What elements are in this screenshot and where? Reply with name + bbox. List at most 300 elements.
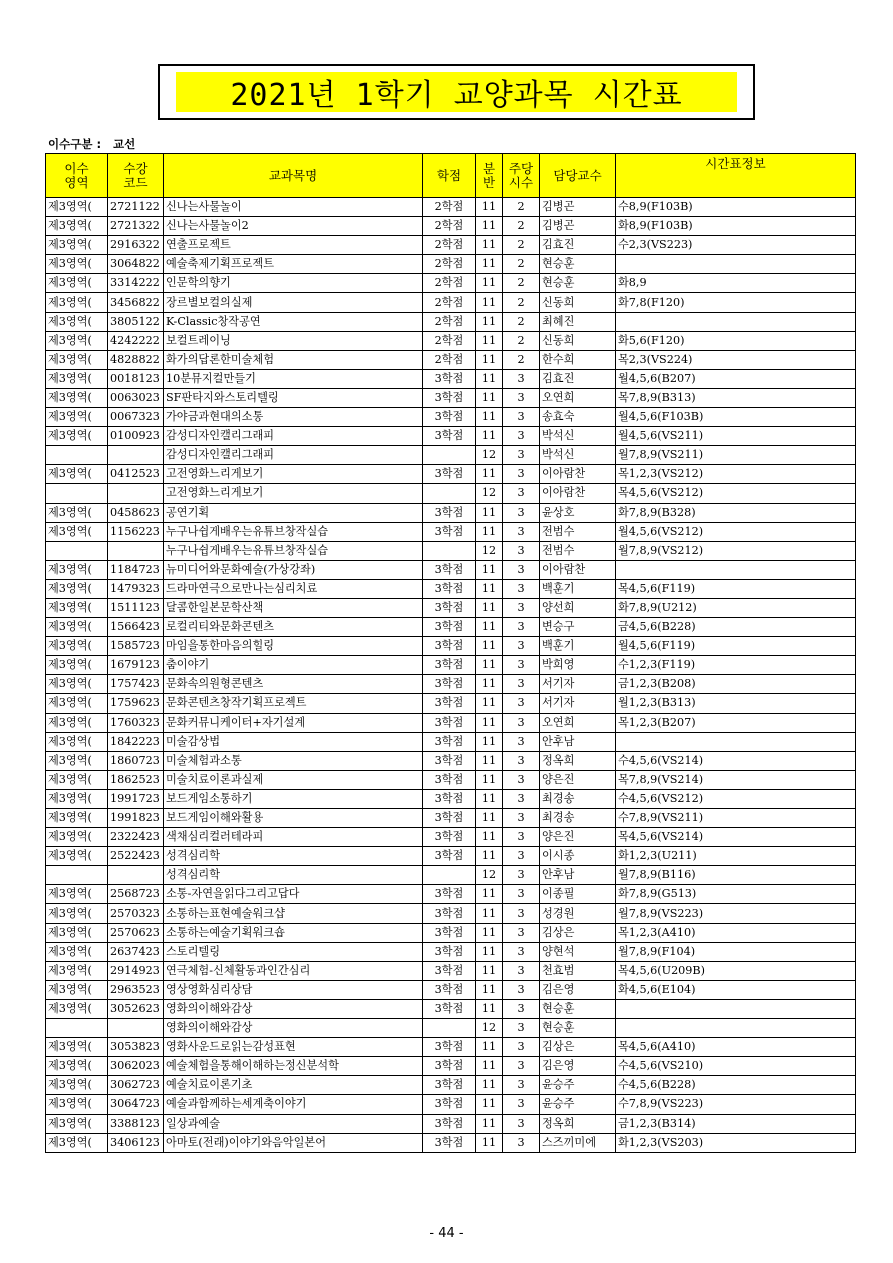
weekly-hours-cell: 3 — [503, 904, 540, 923]
credit-cell: 3학점 — [423, 751, 476, 770]
area-cell: 제3영역( — [46, 999, 108, 1018]
professor-cell: 김상은 — [540, 923, 616, 942]
course-name-cell: 인문학의향기 — [164, 274, 423, 293]
weekly-hours-cell: 3 — [503, 751, 540, 770]
code-cell: 1862523 — [108, 770, 164, 789]
professor-cell: 이아람찬 — [540, 484, 616, 503]
table-row — [46, 847, 856, 866]
table-row — [46, 369, 856, 388]
professor-cell: 최경송 — [540, 789, 616, 808]
code-cell: 1760323 — [108, 713, 164, 732]
weekly-hours-cell: 3 — [503, 1114, 540, 1133]
code-cell — [108, 446, 164, 465]
code-cell: 2963523 — [108, 980, 164, 999]
schedule-cell: 수4,5,6(VS212) — [616, 789, 856, 808]
course-name-cell: 소통하는표현예술워크샵 — [164, 904, 423, 923]
table-row — [46, 885, 856, 904]
schedule-cell — [616, 560, 856, 579]
section-cell: 12 — [476, 484, 503, 503]
professor-cell: 오연희 — [540, 388, 616, 407]
weekly-hours-cell: 3 — [503, 1095, 540, 1114]
section-cell: 11 — [476, 198, 503, 217]
section-cell: 11 — [476, 465, 503, 484]
code-cell: 3388123 — [108, 1114, 164, 1133]
professor-cell: 성경원 — [540, 904, 616, 923]
schedule-cell: 목1,2,3(VS212) — [616, 465, 856, 484]
weekly-hours-cell: 3 — [503, 980, 540, 999]
area-cell: 제3영역( — [46, 331, 108, 350]
course-name-cell: 감성디자인캘리그래피 — [164, 427, 423, 446]
section-cell: 11 — [476, 522, 503, 541]
schedule-cell: 수8,9(F103B) — [616, 198, 856, 217]
section-cell: 11 — [476, 828, 503, 847]
schedule-cell: 목4,5,6(VS214) — [616, 828, 856, 847]
area-cell: 제3영역( — [46, 980, 108, 999]
weekly-hours-cell: 3 — [503, 388, 540, 407]
course-name-cell: 미술체험과소통 — [164, 751, 423, 770]
course-name-cell: 색채심리컬러테라피 — [164, 828, 423, 847]
credit-cell: 2학점 — [423, 312, 476, 331]
table-row — [46, 408, 856, 427]
table-row — [46, 255, 856, 274]
professor-cell: 김병곤 — [540, 198, 616, 217]
area-cell: 제3영역( — [46, 1076, 108, 1095]
professor-cell: 김효진 — [540, 236, 616, 255]
professor-cell: 서기자 — [540, 675, 616, 694]
section-cell: 11 — [476, 217, 503, 236]
area-cell: 제3영역( — [46, 465, 108, 484]
code-cell: 2721322 — [108, 217, 164, 236]
credit-cell — [423, 541, 476, 560]
schedule-cell: 수2,3(VS223) — [616, 236, 856, 255]
credit-cell: 3학점 — [423, 637, 476, 656]
table-row — [46, 484, 856, 503]
course-name-cell: 문화콘텐츠창작기획프로젝트 — [164, 694, 423, 713]
table-row — [46, 1133, 856, 1152]
header-code: 수강 코드 — [108, 154, 164, 198]
area-cell: 제3영역( — [46, 828, 108, 847]
code-cell: 1479323 — [108, 579, 164, 598]
weekly-hours-cell: 3 — [503, 598, 540, 617]
schedule-cell: 목4,5,6(F119) — [616, 579, 856, 598]
area-cell: 제3영역( — [46, 618, 108, 637]
code-cell: 1585723 — [108, 637, 164, 656]
code-cell: 1156223 — [108, 522, 164, 541]
table-row — [46, 618, 856, 637]
professor-cell: 박석신 — [540, 446, 616, 465]
credit-cell: 2학점 — [423, 293, 476, 312]
professor-cell: 전범수 — [540, 541, 616, 560]
course-name-cell: 신나는사물놀이2 — [164, 217, 423, 236]
area-cell: 제3영역( — [46, 522, 108, 541]
schedule-cell: 수4,5,6(B228) — [616, 1076, 856, 1095]
professor-cell: 양은진 — [540, 770, 616, 789]
section-cell: 11 — [476, 1038, 503, 1057]
schedule-cell: 화1,2,3(U211) — [616, 847, 856, 866]
area-cell: 제3영역( — [46, 312, 108, 331]
weekly-hours-cell: 3 — [503, 446, 540, 465]
code-cell: 3062723 — [108, 1076, 164, 1095]
professor-cell: 현승훈 — [540, 255, 616, 274]
table-row — [46, 656, 856, 675]
course-name-cell: 가야금과현대의소통 — [164, 408, 423, 427]
section-cell: 11 — [476, 999, 503, 1018]
schedule-cell: 목7,8,9(VS214) — [616, 770, 856, 789]
section-cell: 11 — [476, 293, 503, 312]
professor-cell: 백훈기 — [540, 637, 616, 656]
schedule-cell: 화4,5,6(E104) — [616, 980, 856, 999]
course-name-cell: 보드게임이해와활용 — [164, 809, 423, 828]
course-name-cell: 화가의답론한미술체험 — [164, 350, 423, 369]
weekly-hours-cell: 3 — [503, 866, 540, 885]
course-name-cell: 예술치료이론기초 — [164, 1076, 423, 1095]
table-row — [46, 809, 856, 828]
header-credit: 학점 — [423, 154, 476, 198]
professor-cell: 김상은 — [540, 1038, 616, 1057]
table-row — [46, 999, 856, 1018]
table-row — [46, 694, 856, 713]
table-row — [46, 1095, 856, 1114]
area-cell: 제3영역( — [46, 751, 108, 770]
code-cell: 3062023 — [108, 1057, 164, 1076]
section-cell: 11 — [476, 618, 503, 637]
schedule-cell: 화7,8(F120) — [616, 293, 856, 312]
code-cell: 1991823 — [108, 809, 164, 828]
section-cell: 11 — [476, 904, 503, 923]
credit-cell: 2학점 — [423, 274, 476, 293]
section-cell: 11 — [476, 675, 503, 694]
table-row — [46, 923, 856, 942]
weekly-hours-cell: 3 — [503, 828, 540, 847]
table-header-row — [46, 154, 856, 198]
professor-cell: 한수희 — [540, 350, 616, 369]
course-name-cell: 영화사운드로읽는감성표현 — [164, 1038, 423, 1057]
schedule-cell: 월4,5,6(VS212) — [616, 522, 856, 541]
professor-cell: 최경송 — [540, 809, 616, 828]
area-cell: 제3영역( — [46, 1133, 108, 1152]
professor-cell: 신동희 — [540, 293, 616, 312]
section-cell: 11 — [476, 579, 503, 598]
code-cell: 2721122 — [108, 198, 164, 217]
code-cell: 1842223 — [108, 732, 164, 751]
code-cell: 2637423 — [108, 942, 164, 961]
code-cell: 3456822 — [108, 293, 164, 312]
course-name-cell: 아마토(전래)이야기와음악일본어 — [164, 1133, 423, 1152]
header-section: 분 반 — [476, 154, 503, 198]
weekly-hours-cell: 3 — [503, 427, 540, 446]
table-row — [46, 293, 856, 312]
schedule-cell: 화5,6(F120) — [616, 331, 856, 350]
course-name-cell: 보드게임소통하기 — [164, 789, 423, 808]
code-cell: 3064822 — [108, 255, 164, 274]
weekly-hours-cell: 3 — [503, 465, 540, 484]
table-row — [46, 1038, 856, 1057]
area-cell: 제3영역( — [46, 809, 108, 828]
table-row — [46, 560, 856, 579]
weekly-hours-cell: 2 — [503, 198, 540, 217]
credit-cell: 3학점 — [423, 961, 476, 980]
professor-cell: 서기자 — [540, 694, 616, 713]
section-cell: 11 — [476, 885, 503, 904]
weekly-hours-cell: 3 — [503, 732, 540, 751]
weekly-hours-cell: 3 — [503, 579, 540, 598]
professor-cell: 윤상호 — [540, 503, 616, 522]
professor-cell: 양현석 — [540, 942, 616, 961]
course-name-cell: 달콤한일본문학산책 — [164, 598, 423, 617]
weekly-hours-cell: 3 — [503, 637, 540, 656]
section-cell: 11 — [476, 236, 503, 255]
section-cell: 11 — [476, 770, 503, 789]
credit-cell: 3학점 — [423, 1076, 476, 1095]
credit-cell: 3학점 — [423, 1057, 476, 1076]
area-cell: 제3영역( — [46, 732, 108, 751]
table-row — [46, 350, 856, 369]
code-cell: 1566423 — [108, 618, 164, 637]
section-cell: 11 — [476, 942, 503, 961]
code-cell: 0063023 — [108, 388, 164, 407]
weekly-hours-cell: 3 — [503, 1019, 540, 1038]
professor-cell: 이아람찬 — [540, 560, 616, 579]
course-name-cell: K-Classic창작공연 — [164, 312, 423, 331]
section-cell: 12 — [476, 1019, 503, 1038]
code-cell: 3314222 — [108, 274, 164, 293]
area-cell — [46, 1019, 108, 1038]
section-cell: 11 — [476, 751, 503, 770]
schedule-cell: 금4,5,6(B228) — [616, 618, 856, 637]
table-row — [46, 541, 856, 560]
area-cell — [46, 541, 108, 560]
schedule-cell: 화8,9(F103B) — [616, 217, 856, 236]
weekly-hours-cell: 2 — [503, 274, 540, 293]
course-name-cell: 고전영화느리게보기 — [164, 465, 423, 484]
table-row — [46, 1057, 856, 1076]
professor-cell: 이종필 — [540, 885, 616, 904]
course-name-cell: 성격심리학 — [164, 866, 423, 885]
schedule-cell: 수7,8,9(VS223) — [616, 1095, 856, 1114]
section-cell: 11 — [476, 789, 503, 808]
schedule-cell: 금1,2,3(B314) — [616, 1114, 856, 1133]
credit-cell: 3학점 — [423, 675, 476, 694]
area-cell: 제3영역( — [46, 198, 108, 217]
code-cell: 1991723 — [108, 789, 164, 808]
section-cell: 11 — [476, 1133, 503, 1152]
table-row — [46, 274, 856, 293]
code-cell: 4242222 — [108, 331, 164, 350]
weekly-hours-cell: 3 — [503, 522, 540, 541]
professor-cell: 송효숙 — [540, 408, 616, 427]
credit-cell: 3학점 — [423, 522, 476, 541]
table-row — [46, 446, 856, 465]
course-name-cell: 공연기획 — [164, 503, 423, 522]
header-schedule: 시간표정보 — [616, 154, 856, 198]
professor-cell: 안후남 — [540, 732, 616, 751]
table-row — [46, 751, 856, 770]
code-cell: 0100923 — [108, 427, 164, 446]
course-name-cell: 일상과예술 — [164, 1114, 423, 1133]
table-row — [46, 388, 856, 407]
section-cell: 11 — [476, 637, 503, 656]
section-cell: 11 — [476, 427, 503, 446]
credit-cell: 3학점 — [423, 809, 476, 828]
code-cell: 1679123 — [108, 656, 164, 675]
professor-cell: 현승훈 — [540, 999, 616, 1018]
credit-cell — [423, 866, 476, 885]
professor-cell: 김은영 — [540, 1057, 616, 1076]
title-box — [158, 64, 755, 120]
weekly-hours-cell: 3 — [503, 961, 540, 980]
section-cell: 11 — [476, 350, 503, 369]
credit-cell: 3학점 — [423, 694, 476, 713]
table-row — [46, 904, 856, 923]
course-name-cell: 장르별보컬의실제 — [164, 293, 423, 312]
schedule-cell: 목4,5,6(U209B) — [616, 961, 856, 980]
professor-cell: 신동희 — [540, 331, 616, 350]
professor-cell: 전범수 — [540, 522, 616, 541]
credit-cell: 3학점 — [423, 885, 476, 904]
professor-cell: 이시종 — [540, 847, 616, 866]
area-cell: 제3영역( — [46, 904, 108, 923]
weekly-hours-cell: 3 — [503, 999, 540, 1018]
section-cell: 12 — [476, 446, 503, 465]
schedule-cell — [616, 732, 856, 751]
table-body — [46, 198, 856, 1153]
weekly-hours-cell: 3 — [503, 885, 540, 904]
course-name-cell: 연출프로젝트 — [164, 236, 423, 255]
weekly-hours-cell: 2 — [503, 350, 540, 369]
course-name-cell: 예술체험을통해이해하는정신분석학 — [164, 1057, 423, 1076]
professor-cell: 오연희 — [540, 713, 616, 732]
course-name-cell: 춤이야기 — [164, 656, 423, 675]
course-name-cell: 로컬리티와문화콘텐츠 — [164, 618, 423, 637]
code-cell: 2916322 — [108, 236, 164, 255]
weekly-hours-cell: 3 — [503, 694, 540, 713]
code-cell: 2568723 — [108, 885, 164, 904]
code-cell: 2322423 — [108, 828, 164, 847]
area-cell: 제3영역( — [46, 942, 108, 961]
credit-cell: 3학점 — [423, 1095, 476, 1114]
credit-cell: 2학점 — [423, 331, 476, 350]
section-cell: 11 — [476, 1095, 503, 1114]
area-cell — [46, 446, 108, 465]
page-title: 2021년 1학기 교양과목 시간표 — [176, 72, 737, 112]
code-cell: 2570623 — [108, 923, 164, 942]
section-cell: 11 — [476, 369, 503, 388]
credit-cell: 3학점 — [423, 942, 476, 961]
course-name-cell: 영화의이해와감상 — [164, 999, 423, 1018]
schedule-cell: 목1,2,3(A410) — [616, 923, 856, 942]
professor-cell: 최혜진 — [540, 312, 616, 331]
weekly-hours-cell: 3 — [503, 847, 540, 866]
professor-cell: 천효범 — [540, 961, 616, 980]
schedule-cell: 수7,8,9(VS211) — [616, 809, 856, 828]
course-name-cell: 뉴미디어와문화예술(가상강좌) — [164, 560, 423, 579]
course-name-cell: 스토리텔링 — [164, 942, 423, 961]
weekly-hours-cell: 3 — [503, 942, 540, 961]
header-weekly: 주당 시수 — [503, 154, 540, 198]
weekly-hours-cell: 3 — [503, 675, 540, 694]
header-area: 이수 영역 — [46, 154, 108, 198]
professor-cell: 김효진 — [540, 369, 616, 388]
credit-cell — [423, 446, 476, 465]
code-cell — [108, 484, 164, 503]
section-cell: 11 — [476, 694, 503, 713]
code-cell — [108, 541, 164, 560]
area-cell: 제3영역( — [46, 637, 108, 656]
area-cell: 제3영역( — [46, 236, 108, 255]
section-cell: 11 — [476, 961, 503, 980]
weekly-hours-cell: 3 — [503, 770, 540, 789]
weekly-hours-cell: 3 — [503, 1057, 540, 1076]
schedule-cell: 목4,5,6(A410) — [616, 1038, 856, 1057]
section-cell: 11 — [476, 255, 503, 274]
credit-cell: 3학점 — [423, 579, 476, 598]
weekly-hours-cell: 3 — [503, 369, 540, 388]
schedule-cell: 월1,2,3(B313) — [616, 694, 856, 713]
course-name-cell: 누구나쉽게배우는유튜브창작실습 — [164, 522, 423, 541]
area-cell: 제3영역( — [46, 789, 108, 808]
course-name-cell: 감성디자인캘리그래피 — [164, 446, 423, 465]
schedule-cell: 월7,8,9(VS212) — [616, 541, 856, 560]
section-cell: 11 — [476, 408, 503, 427]
schedule-cell: 월7,8,9(B116) — [616, 866, 856, 885]
section-cell: 12 — [476, 866, 503, 885]
table-row — [46, 789, 856, 808]
schedule-cell: 금1,2,3(B208) — [616, 675, 856, 694]
area-cell: 제3영역( — [46, 293, 108, 312]
credit-cell: 3학점 — [423, 560, 476, 579]
professor-cell: 윤승주 — [540, 1095, 616, 1114]
schedule-cell: 월7,8,9(VS211) — [616, 446, 856, 465]
header-professor: 담당교수 — [540, 154, 616, 198]
weekly-hours-cell: 2 — [503, 293, 540, 312]
weekly-hours-cell: 2 — [503, 312, 540, 331]
code-cell: 1759623 — [108, 694, 164, 713]
credit-cell: 3학점 — [423, 618, 476, 637]
credit-cell: 3학점 — [423, 999, 476, 1018]
area-cell: 제3영역( — [46, 598, 108, 617]
weekly-hours-cell: 3 — [503, 618, 540, 637]
credit-cell: 3학점 — [423, 847, 476, 866]
weekly-hours-cell: 3 — [503, 560, 540, 579]
weekly-hours-cell: 3 — [503, 1038, 540, 1057]
schedule-cell: 월4,5,6(VS211) — [616, 427, 856, 446]
code-cell: 3805122 — [108, 312, 164, 331]
weekly-hours-cell: 3 — [503, 713, 540, 732]
page-number: - 44 - — [429, 1226, 464, 1241]
course-name-cell: 드라마연극으로만나는심리치료 — [164, 579, 423, 598]
table-row — [46, 579, 856, 598]
course-name-cell: 문화속의원형콘텐츠 — [164, 675, 423, 694]
schedule-cell: 화8,9 — [616, 274, 856, 293]
course-name-cell: 10분뮤지컬만들기 — [164, 369, 423, 388]
credit-cell: 3학점 — [423, 713, 476, 732]
table-row — [46, 522, 856, 541]
credit-cell: 2학점 — [423, 236, 476, 255]
section-cell: 11 — [476, 1057, 503, 1076]
professor-cell: 안후남 — [540, 866, 616, 885]
schedule-cell: 수1,2,3(F119) — [616, 656, 856, 675]
area-cell: 제3영역( — [46, 255, 108, 274]
table-row — [46, 236, 856, 255]
course-name-cell: 영화의이해와감상 — [164, 1019, 423, 1038]
code-cell: 1184723 — [108, 560, 164, 579]
credit-cell: 3학점 — [423, 503, 476, 522]
area-cell: 제3영역( — [46, 274, 108, 293]
credit-cell: 3학점 — [423, 408, 476, 427]
weekly-hours-cell: 2 — [503, 217, 540, 236]
code-cell: 3406123 — [108, 1133, 164, 1152]
area-cell: 제3영역( — [46, 961, 108, 980]
